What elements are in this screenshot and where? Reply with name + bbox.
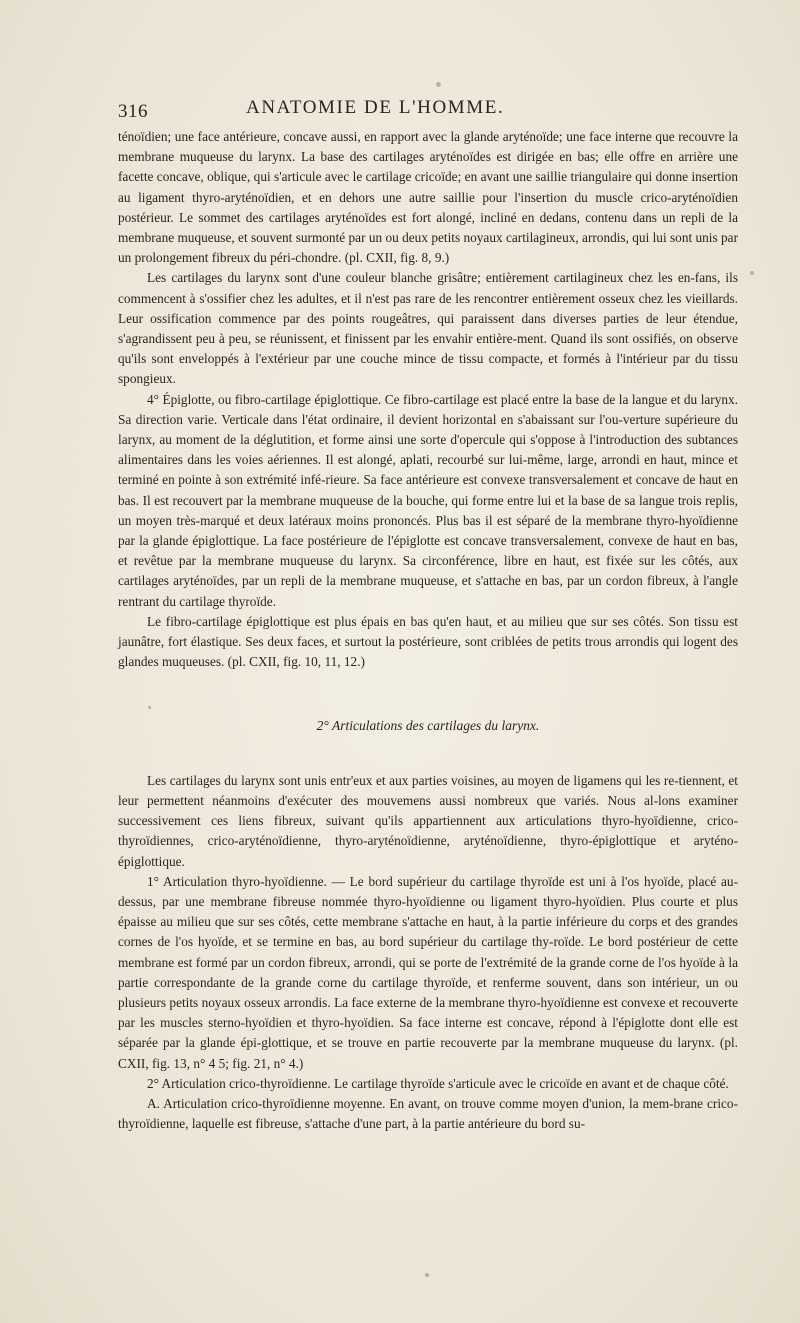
page-body bbox=[118, 127, 738, 1134]
paragraph: Les cartilages du larynx sont unis entr'eux et aux parties voisines, au moyen de ligamens qui les re-tiennent, et leur permettent néanmoins d'exécuter des mouvemens aussi nombreux que variés. Nous al-lons examiner successivement ces liens fibreux, suivant qu'ils appartiennent aux articulations thyro-hyoïdienne, crico-thyroïdiennes, crico-aryténoïdienne, thyro-aryténoïdienne, aryténoïdienne, thyro-épiglottique et aryténo-épiglottique. bbox=[118, 772, 738, 869]
paragraph: Les cartilages du larynx sont d'une couleur blanche grisâtre; entièrement cartilagineux chez les en-fans, ils commencent à s'ossifier chez les adultes, et il n'est pas rare de les rencontrer entièrement osseux chez les vieillards. Leur ossification commence par des points rougeâtres, qui paraissent dans diverses parties de leur étendue, s'agrandissent peu à peu, se réunissent, et finissent par les envahir entière-ment. Quand ils sont ossifiés, on observe qu'ils sont enveloppés à l'extérieur par une couche mince de tissu compacte, et formés à l'intérieur par du tissu spongieux. bbox=[118, 270, 738, 387]
paragraph: 2° Articulation crico-thyroïdienne. Le cartilage thyroïde s'articule avec le cricoïde en avant et de chaque côté. bbox=[147, 1075, 729, 1091]
page-header bbox=[118, 97, 738, 123]
ink-spot bbox=[750, 271, 754, 275]
paragraph: 1° Articulation thyro-hyoïdienne. — Le bord supérieur du cartilage thyroïde est uni à l'os hyoïde, placé au-dessus, par une membrane fibreuse nommée thyro-hyoïdienne ou ligament thyro-hyoïdien. Plus courte et plus épaisse au milieu que sur ses côtés, cette membrane s'attache en haut, à la partie inférieure du corps et des grandes cornes de l'os hyoïde, et se termine en bas, au bord supérieur du cartilage thy-roïde. Le bord postérieur de cette membrane est formé par un cordon fibreux, arrondi, qui se porte de l'extrémité de la grande corne de l'os hyoïde à la partie correspondante de la grande corne du cartilage thyroïde, et renferme souvent, dans son intérieur, un ou plusieurs petits noyaux osseux arrondis. La face externe de la membrane thyro-hyoïdienne est convexe et recouverte par les muscles sterno-hyoïdien et thyro-hyoïdien. Sa face interne est concave, répond à l'épiglotte dont elle est séparée par la glande épi-glottique, et se trouve en partie recouverte par la membrane muqueuse du larynx. (pl. CXII, fig. 13, n° 4 5; fig. 21, n° 4.) bbox=[118, 873, 738, 1071]
paragraph: A. Articulation crico-thyroïdienne moyenne. En avant, on trouve comme moyen d'union, la mem-brane crico-thyroïdienne, laquelle est fibreuse, s'attache d'une part, à la partie antérieure du bord su- bbox=[118, 1095, 738, 1132]
section-title: 2° Articulations des cartilages du larynx. bbox=[316, 718, 540, 734]
paragraph: ténoïdien; une face antérieure, concave aussi, en rapport avec la glande aryténoïde; une face interne que recouvre la membrane muqueuse du larynx. La base des cartilages aryténoïdes est dirigée en bas; elle offre en arrière une facette concave, oblique, qui s'articule avec le cartilage cricoïde; en avant une saillie triangulaire qui donne insertion au ligament thyro-aryténoïdien, et en dehors une autre saillie pour l'insertion du muscle crico-aryténoïdien postérieur. Le sommet des cartilages aryténoïdes est fort alongé, incliné en dedans, contenu dans un repli de la membrane muqueuse, et souvent surmonté par un ou deux petits noyaux cartilagineux, arrondis, qui lui sont unis par un prolongement fibreux du péri-chondre. (pl. CXII, fig. 8, 9.) bbox=[118, 129, 738, 266]
running-head: ANATOMIE DE L'HOMME. bbox=[246, 97, 505, 118]
paragraph: 4° Épiglotte, ou fibro-cartilage épiglottique. Ce fibro-cartilage est placé entre la base de la langue et du larynx. Sa direction varie. Verticale dans l'état ordinaire, il devient horizontal en s'abaissant sur l'ou-verture supérieure du larynx, au moment de la déglutition, et forme ainsi une sorte d'opercule qui s'oppose à l'introduction des subtances alimentaires dans les voies aériennes. Il est alongé, aplati, recourbé sur lui-même, large, arrondi en haut, mince et terminé en pointe à son extrémité infé-rieure. Sa face antérieure est convexe transversalement et concave de haut en bas. Il est recouvert par la membrane muqueuse de la bouche, qui forme entre lui et la base de sa langue trois replis, un moyen très-marqué et deux latéraux moins prononcés. Plus bas il est séparé de la membrane thyro-hyoïdienne par la glande épiglottique. La face postérieure de l'épiglotte est concave transversalement, convexe de haut en bas, et revêtue par la membrane muqueuse du larynx. Sa circonférence, libre en haut, est fixée sur les côtés, aux cartilages aryténoïdes, par un repli de la membrane muqueuse, et s'attache en bas, par un cordon fibreux, à l'angle rentrant du cartilage thyroïde. bbox=[118, 391, 738, 609]
ink-spot bbox=[425, 1273, 429, 1277]
ink-spot bbox=[436, 82, 441, 87]
paragraph: Le fibro-cartilage épiglottique est plus épais en bas qu'en haut, et au milieu que sur ses côtés. Son tissu est jaunâtre, fort élastique. Ses deux faces, et surtout la postérieure, sont criblées de petits trous arrondis qui logent des glandes muqueuses. (pl. CXII, fig. 10, 11, 12.) bbox=[118, 613, 738, 670]
page-number: 316 bbox=[118, 101, 148, 122]
